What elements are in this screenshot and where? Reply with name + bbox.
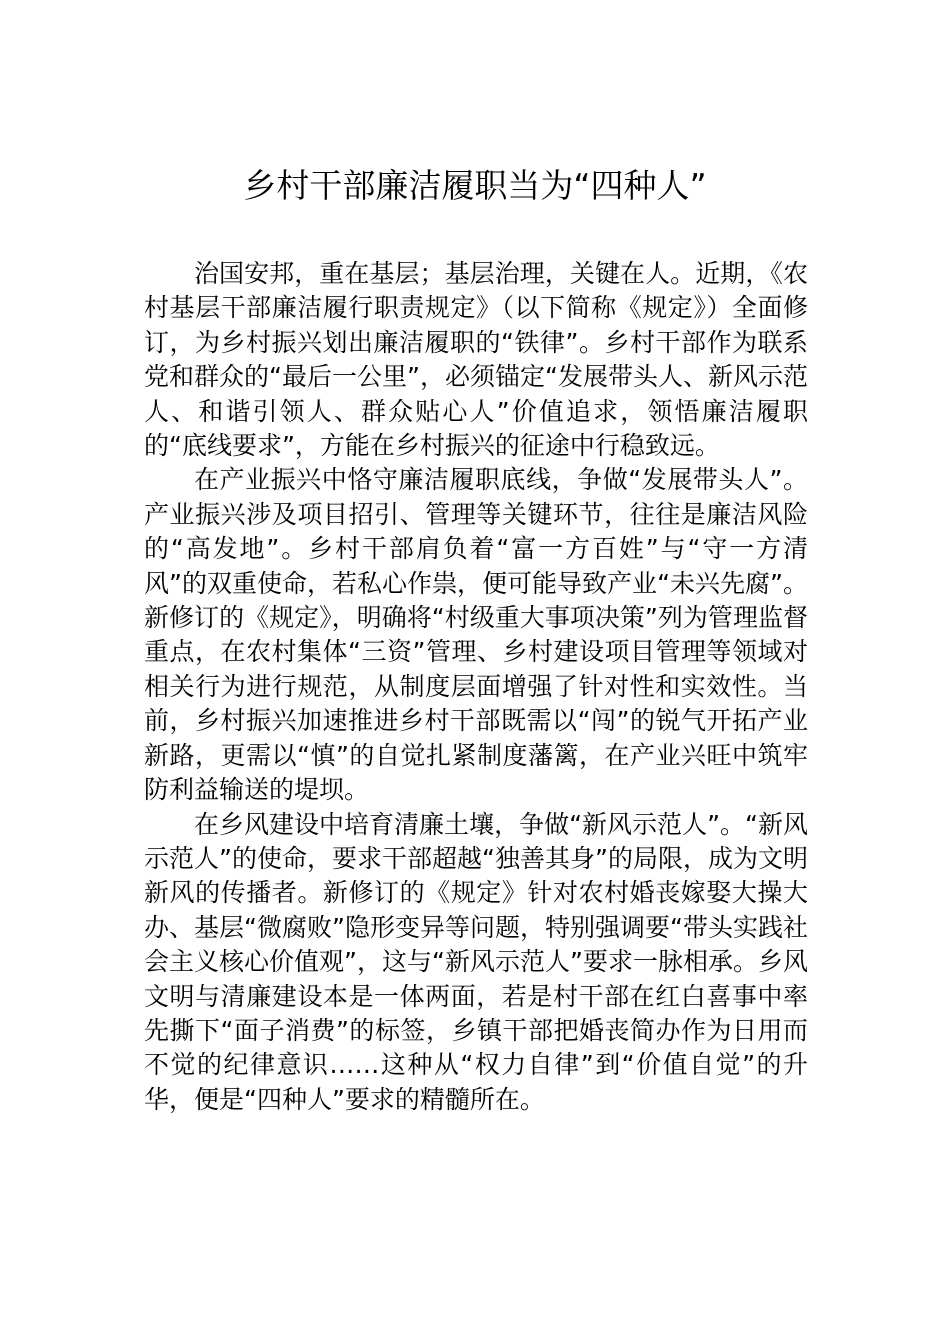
page-title: 乡村干部廉洁履职当为“四种人” [243,166,707,205]
paragraph-culture: 在乡风建设中培育清廉土壤，争做“新风示范人”。“新风示范人”的使命，要求干部超越“独善其身”的局限，成为文明新风的传播者。新修订的《规定》针对农村婚丧嫁娶大操大办、基层“微腐败”隐形变异等问题，特别强调要“带头实践社会主义核心价值观”，这与“新风示范人”要求一脉相承。乡风文明与清廉建设本是一体两面，若是村干部在红白喜事中率先撕下“面子消费”的标签，乡镇干部把婚丧简办作为日用而不觉的纪律意识……这种从“权力自律”到“价值自觉”的升华，便是“四种人”要求的精髓所在。 [144,809,808,1114]
paragraph-intro: 治国安邦，重在基层；基层治理，关键在人。近期，《农村基层干部廉洁履行职责规定》（以下简称《规定》）全面修订，为乡村振兴划出廉洁履职的“铁律”。乡村干部作为联系党和群众的“最后一公里”，必须锚定“发展带头人、新风示范人、和谐引领人、群众贴心人”价值追求，领悟廉洁履职的“底线要求”，方能在乡村振兴的征途中行稳致远。 [144,259,808,461]
paragraph-industry: 在产业振兴中恪守廉洁履职底线，争做“发展带头人”。产业振兴涉及项目招引、管理等关键环节，往往是廉洁风险的“高发地”。乡村干部肩负着“富一方百姓”与“守一方清风”的双重使命，若私心作祟，便可能导致产业“未兴先腐”。新修订的《规定》，明确将“村级重大事项决策”列为管理监督重点，在农村集体“三资”管理、乡村建设项目管理等领域对相关行为进行规范，从制度层面增强了针对性和实效性。当前，乡村振兴加速推进乡村干部既需以“闯”的锐气开拓产业新路，更需以“慎”的自觉扎紧制度藩篱，在产业兴旺中筑牢防利益输送的堤坝。 [144,465,808,805]
document-body [144,257,808,1117]
